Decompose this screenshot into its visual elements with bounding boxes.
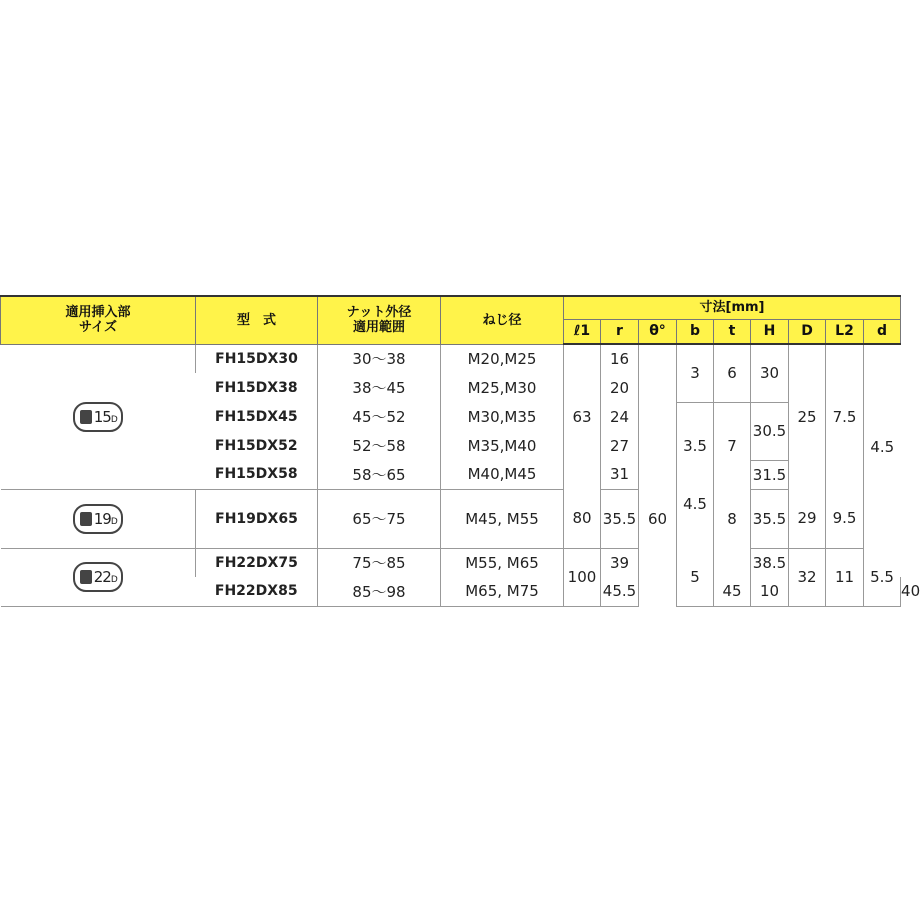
r-cell: 16: [601, 344, 639, 373]
header-col-b: b: [677, 319, 714, 344]
header-col-L2: L2: [826, 319, 864, 344]
H-cell: 30: [751, 344, 789, 402]
insert-size-15d-icon: [73, 402, 123, 432]
r-cell: 31: [601, 460, 639, 489]
header-nut-range-line2: 適用範囲: [352, 320, 405, 336]
size-15-suffix: D: [110, 414, 118, 425]
d-cell: 4.5: [864, 344, 901, 548]
nut-range-cell: 75～85: [318, 548, 441, 577]
size-15-number: 15: [93, 407, 111, 426]
header-thread: ねじ径: [441, 296, 564, 344]
L2-cell: 9.5: [826, 489, 864, 548]
header-col-theta: θ°: [639, 319, 677, 344]
d-cell: 5.5: [864, 548, 901, 606]
size-22-number: 22: [93, 568, 111, 586]
table-row: [1, 548, 901, 577]
nut-range-cell: 65～75: [318, 489, 441, 548]
theta-cell: 45: [714, 577, 751, 606]
b-cell: 3: [677, 344, 714, 402]
t-cell: 8: [714, 489, 751, 548]
header-nut-range-line1: ナット外径: [346, 305, 412, 321]
r-cell: 45.5: [601, 577, 639, 606]
size-19-suffix: D: [110, 516, 118, 527]
header-col-l1: ℓ1: [564, 319, 601, 344]
t-cell: 10: [751, 577, 789, 606]
size-19-number: 19: [93, 509, 111, 528]
header-insert-size-line1: 適用挿入部: [65, 305, 131, 321]
r-cell: 27: [601, 431, 639, 460]
header-dimensions: 寸法[mm]: [564, 296, 901, 319]
table-row: [1, 344, 901, 373]
theta-cell: 60: [639, 431, 677, 606]
thread-cell: M20,M25: [441, 344, 564, 373]
b-cell: 3.5: [677, 402, 714, 489]
header-insert-size: [1, 296, 196, 344]
size-cell-19d: [1, 489, 196, 548]
spec-table: [0, 295, 920, 607]
header-nut-range: [318, 296, 441, 344]
model-cell: FH15DX30: [196, 344, 318, 373]
D-cell: 32: [789, 548, 826, 606]
thread-cell: M45, M55: [441, 489, 564, 548]
l1-cell: 63: [564, 344, 601, 489]
header-model: 型 式: [196, 296, 318, 344]
L2-cell: 7.5: [826, 344, 864, 489]
model-cell: FH22DX75: [196, 548, 318, 577]
header-col-d: d: [864, 319, 901, 344]
L2-cell: 11: [826, 548, 864, 606]
table-row: [1, 489, 901, 548]
nut-range-cell: 52～58: [318, 431, 441, 460]
H-cell: 38.5: [751, 548, 789, 577]
header-col-H: H: [751, 319, 789, 344]
D-cell: 29: [789, 489, 826, 548]
nut-range-cell: 45～52: [318, 402, 441, 431]
r-cell: 35.5: [601, 489, 639, 548]
thread-cell: M65, M75: [441, 577, 564, 606]
nut-range-cell: 38～45: [318, 373, 441, 402]
t-cell-blank: [714, 548, 751, 577]
t-cell: 7: [714, 402, 751, 489]
r-cell: 24: [601, 402, 639, 431]
insert-size-22d-icon: [73, 562, 123, 592]
l1-cell: 80: [564, 489, 601, 548]
thread-cell: M35,M40: [441, 431, 564, 460]
model-cell: FH15DX52: [214, 437, 298, 454]
t-cell: 6: [714, 344, 751, 402]
header-insert-size-line2: サイズ: [79, 320, 117, 336]
header-col-t: t: [714, 319, 751, 344]
r-cell: 20: [601, 373, 639, 402]
r-cell: 39: [601, 548, 639, 577]
b-cell: 5: [677, 548, 714, 606]
theta-cell-blank: [639, 344, 677, 431]
size-22-suffix: D: [110, 575, 118, 585]
thread-cell: M55, M65: [441, 548, 564, 577]
table-row: FH22DX85 85～98 M65, M75 45.5 45 10 40: [1, 577, 901, 606]
H-cell: 35.5: [751, 489, 789, 548]
model-cell: FH15DX58: [196, 460, 318, 489]
size-cell-15d: [1, 344, 196, 489]
H-cell: 31.5: [751, 460, 789, 489]
insert-size-19d-icon: [73, 504, 123, 534]
H-cell: 30.5: [751, 402, 789, 460]
model-cell: FH22DX85: [196, 577, 318, 606]
nut-range-cell: 85～98: [318, 577, 441, 606]
model-cell: FH15DX38: [214, 379, 298, 396]
thread-cell: M30,M35: [441, 402, 564, 431]
D-cell: 25: [789, 344, 826, 489]
thread-cell: M25,M30: [441, 373, 564, 402]
size-cell-22d: [1, 548, 196, 606]
nut-range-cell: 58～65: [318, 460, 441, 489]
model-cell: FH15DX45: [214, 408, 298, 425]
header-col-r: r: [601, 319, 639, 344]
thread-cell: M40,M45: [441, 460, 564, 489]
header-col-D: D: [789, 319, 826, 344]
model-cell: FH19DX65: [196, 489, 318, 548]
b-cell: 4.5: [677, 489, 714, 548]
l1-cell: 100: [564, 548, 601, 606]
nut-range-cell: 30～38: [318, 344, 441, 373]
